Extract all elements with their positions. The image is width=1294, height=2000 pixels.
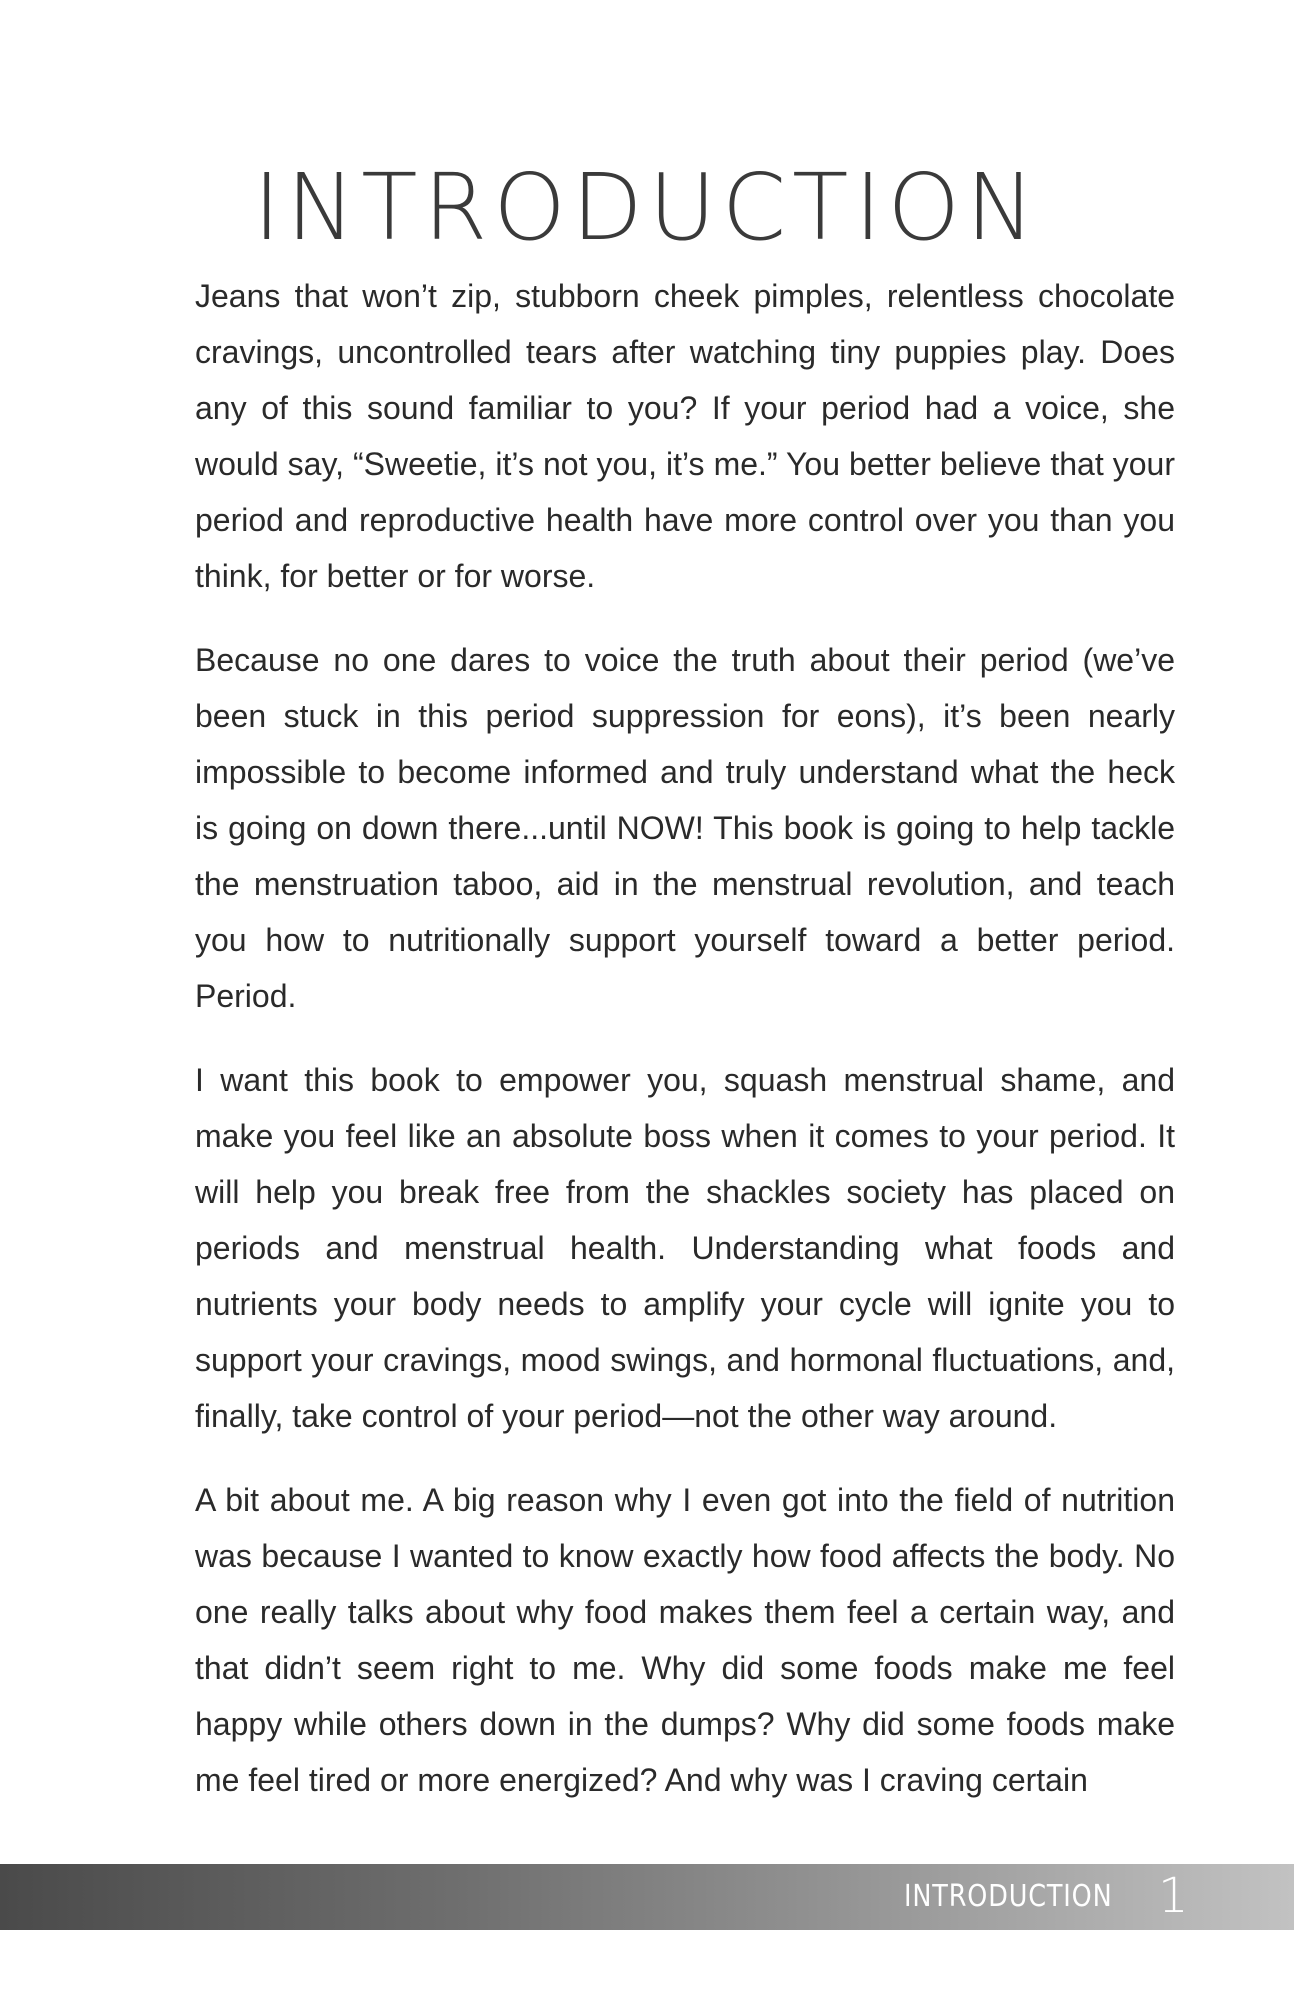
page-title: INTRODUCTION	[253, 153, 1041, 261]
paragraph-1: Jeans that won’t zip, stubborn cheek pimples, relentless chocolate cravings, uncontrolled tears after watching tiny puppies play. Does any of this sound familiar to you? If your period had a voice, she would say, “Sweetie, it’s not you, it’s me.” You better believe that your period and reproductive health have more control over you than you think, for better or for worse.	[195, 278, 1175, 594]
footer-section-label: INTRODUCTION	[904, 1879, 1113, 1914]
paragraph-3: I want this book to empower you, squash menstrual shame, and make you feel like an absolute boss when it comes to your period. It will help you break free from the shackles society has placed on periods and menstrual health. Understanding what foods and nutrients your body needs to amplify your cycle will ignite you to support your cravings, mood swings, and hormonal fluctuations, and, finally, take control of your period—not the other way around.	[195, 1062, 1175, 1434]
body-text	[195, 268, 1175, 1836]
page-number: 1	[1158, 1868, 1189, 1924]
paragraph-4: A bit about me. A big reason why I even got into the field of nutrition was because I wanted to know exactly how food affects the body. No one really talks about why food makes them feel a certain way, and that didn’t seem right to me. Why did some foods make me feel happy while others down in the dumps? Why did some foods make me feel tired or more energized? And why was I craving certain	[195, 1482, 1175, 1798]
paragraph-2: Because no one dares to voice the truth about their period (we’ve been stuck in this period suppression for eons), it’s been nearly impossible to become informed and truly understand what the heck is going on down there...until NOW! This book is going to help tackle the menstruation taboo, aid in the menstrual revolution, and teach you how to nutritionally support yourself toward a better period. Period.	[195, 642, 1175, 1014]
